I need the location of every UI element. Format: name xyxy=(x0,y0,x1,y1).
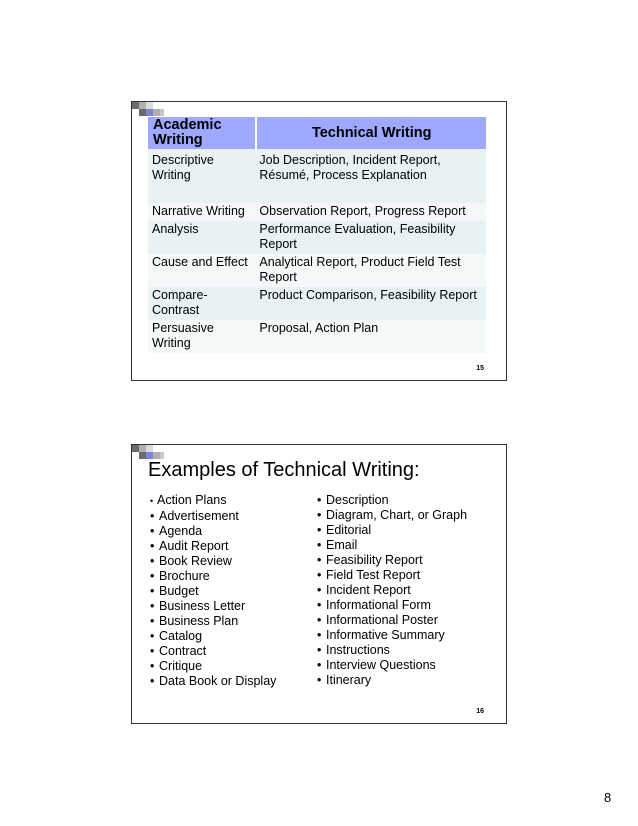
bullet: • xyxy=(150,644,155,658)
bullet: • xyxy=(317,658,322,672)
list-item xyxy=(150,584,276,599)
slide-16 xyxy=(131,444,507,724)
list-item-text: Contract xyxy=(159,644,207,658)
list-item-text: Editorial xyxy=(326,523,372,537)
bullet: • xyxy=(317,673,322,687)
bullet: • xyxy=(317,523,322,537)
list-item-text: Agenda xyxy=(159,524,203,538)
table-header-row xyxy=(148,117,486,149)
list-item-text: Incident Report xyxy=(326,583,411,597)
list-item xyxy=(150,629,276,644)
list-item xyxy=(317,673,467,688)
slide-number: 16 xyxy=(476,708,484,715)
table-row xyxy=(148,221,486,254)
slide-number: 15 xyxy=(476,365,484,372)
table-row xyxy=(148,254,486,287)
table-cell: Analytical Report, Product Field Test Report xyxy=(256,254,486,287)
bullet: • xyxy=(150,614,155,628)
bullet: • xyxy=(150,509,155,523)
list-item xyxy=(150,614,276,629)
list-item-text: Email xyxy=(326,538,358,552)
list-item-text: Description xyxy=(326,493,389,507)
table-cell: Job Description, Incident Report, Résumé, Process Explanation xyxy=(256,149,486,203)
bullet: • xyxy=(317,493,322,507)
bullet: • xyxy=(150,674,155,688)
list-item xyxy=(317,643,467,658)
table-row xyxy=(148,320,486,353)
table-row xyxy=(148,203,486,221)
list-item-text: Business Letter xyxy=(159,599,246,613)
list-item xyxy=(150,539,276,554)
bullet: • xyxy=(317,583,322,597)
examples-list-right xyxy=(317,493,467,688)
list-item-text: Catalog xyxy=(159,629,203,643)
table-cell: Product Comparison, Feasibility Report xyxy=(256,287,486,320)
table-row xyxy=(148,149,486,203)
header-technical-writing: Technical Writing xyxy=(256,117,486,149)
bullet: • xyxy=(150,539,155,553)
bullet: • xyxy=(150,569,155,583)
list-item xyxy=(150,524,276,539)
list-item-text: Budget xyxy=(159,584,199,598)
table-cell: Observation Report, Progress Report xyxy=(256,203,486,221)
list-item-text: Action Plans xyxy=(157,493,227,507)
bullet: • xyxy=(317,553,322,567)
list-item xyxy=(317,508,467,523)
list-item-text: Informational Form xyxy=(326,598,431,612)
bullet: • xyxy=(317,568,322,582)
list-item-text: Advertisement xyxy=(159,509,239,523)
list-item xyxy=(317,493,467,508)
list-item xyxy=(150,569,276,584)
page-number: 8 xyxy=(604,790,612,805)
bullet: • xyxy=(150,659,155,673)
list-item xyxy=(317,583,467,598)
list-item xyxy=(150,659,276,674)
table-row xyxy=(148,287,486,320)
list-item-text: Informational Poster xyxy=(326,613,438,627)
list-item xyxy=(317,658,467,673)
list-item xyxy=(150,493,276,509)
bullet: • xyxy=(317,538,322,552)
list-item xyxy=(317,553,467,568)
list-item-text: Instructions xyxy=(326,643,390,657)
list-item xyxy=(150,674,276,689)
writing-comparison-table xyxy=(148,117,486,353)
table-cell: Descriptive Writing xyxy=(148,149,256,203)
list-item-text: Critique xyxy=(159,659,203,673)
table-cell: Proposal, Action Plan xyxy=(256,320,486,353)
table-cell: Analysis xyxy=(148,221,256,254)
list-item xyxy=(317,568,467,583)
bullet: • xyxy=(317,628,322,642)
slide-15 xyxy=(131,101,507,381)
table-cell: Cause and Effect xyxy=(148,254,256,287)
slide-title: Examples of Technical Writing: xyxy=(148,459,420,481)
bullet: • xyxy=(150,496,154,506)
list-item-text: Brochure xyxy=(159,569,210,583)
bullet: • xyxy=(150,599,155,613)
table-cell: Narrative Writing xyxy=(148,203,256,221)
examples-list-left xyxy=(150,493,276,689)
list-item-text: Feasibility Report xyxy=(326,553,423,567)
bullet: • xyxy=(150,584,155,598)
list-item-text: Informative Summary xyxy=(326,628,445,642)
list-item-text: Diagram, Chart, or Graph xyxy=(326,508,468,522)
table-cell: Performance Evaluation, Feasibility Report xyxy=(256,221,486,254)
list-item-text: Field Test Report xyxy=(326,568,421,582)
list-item xyxy=(150,554,276,569)
list-item-text: Audit Report xyxy=(159,539,229,553)
list-item xyxy=(317,598,467,613)
bullet: • xyxy=(150,629,155,643)
list-item xyxy=(317,523,467,538)
header-academic-writing: Academic Writing xyxy=(148,117,256,149)
list-item xyxy=(317,613,467,628)
bullet: • xyxy=(317,643,322,657)
list-item-text: Itinerary xyxy=(326,673,372,687)
bullet: • xyxy=(150,524,155,538)
list-item-text: Data Book or Display xyxy=(159,674,277,688)
list-item-text: Business Plan xyxy=(159,614,239,628)
list-item-text: Book Review xyxy=(159,554,232,568)
bullet: • xyxy=(317,508,322,522)
table-cell: Compare-Contrast xyxy=(148,287,256,320)
list-item-text: Interview Questions xyxy=(326,658,436,672)
list-item xyxy=(150,599,276,614)
list-item xyxy=(150,644,276,659)
bullet: • xyxy=(317,613,322,627)
bullet: • xyxy=(150,554,155,568)
table-cell: Persuasive Writing xyxy=(148,320,256,353)
list-item xyxy=(150,509,276,524)
bullet: • xyxy=(317,598,322,612)
list-item xyxy=(317,628,467,643)
list-item xyxy=(317,538,467,553)
